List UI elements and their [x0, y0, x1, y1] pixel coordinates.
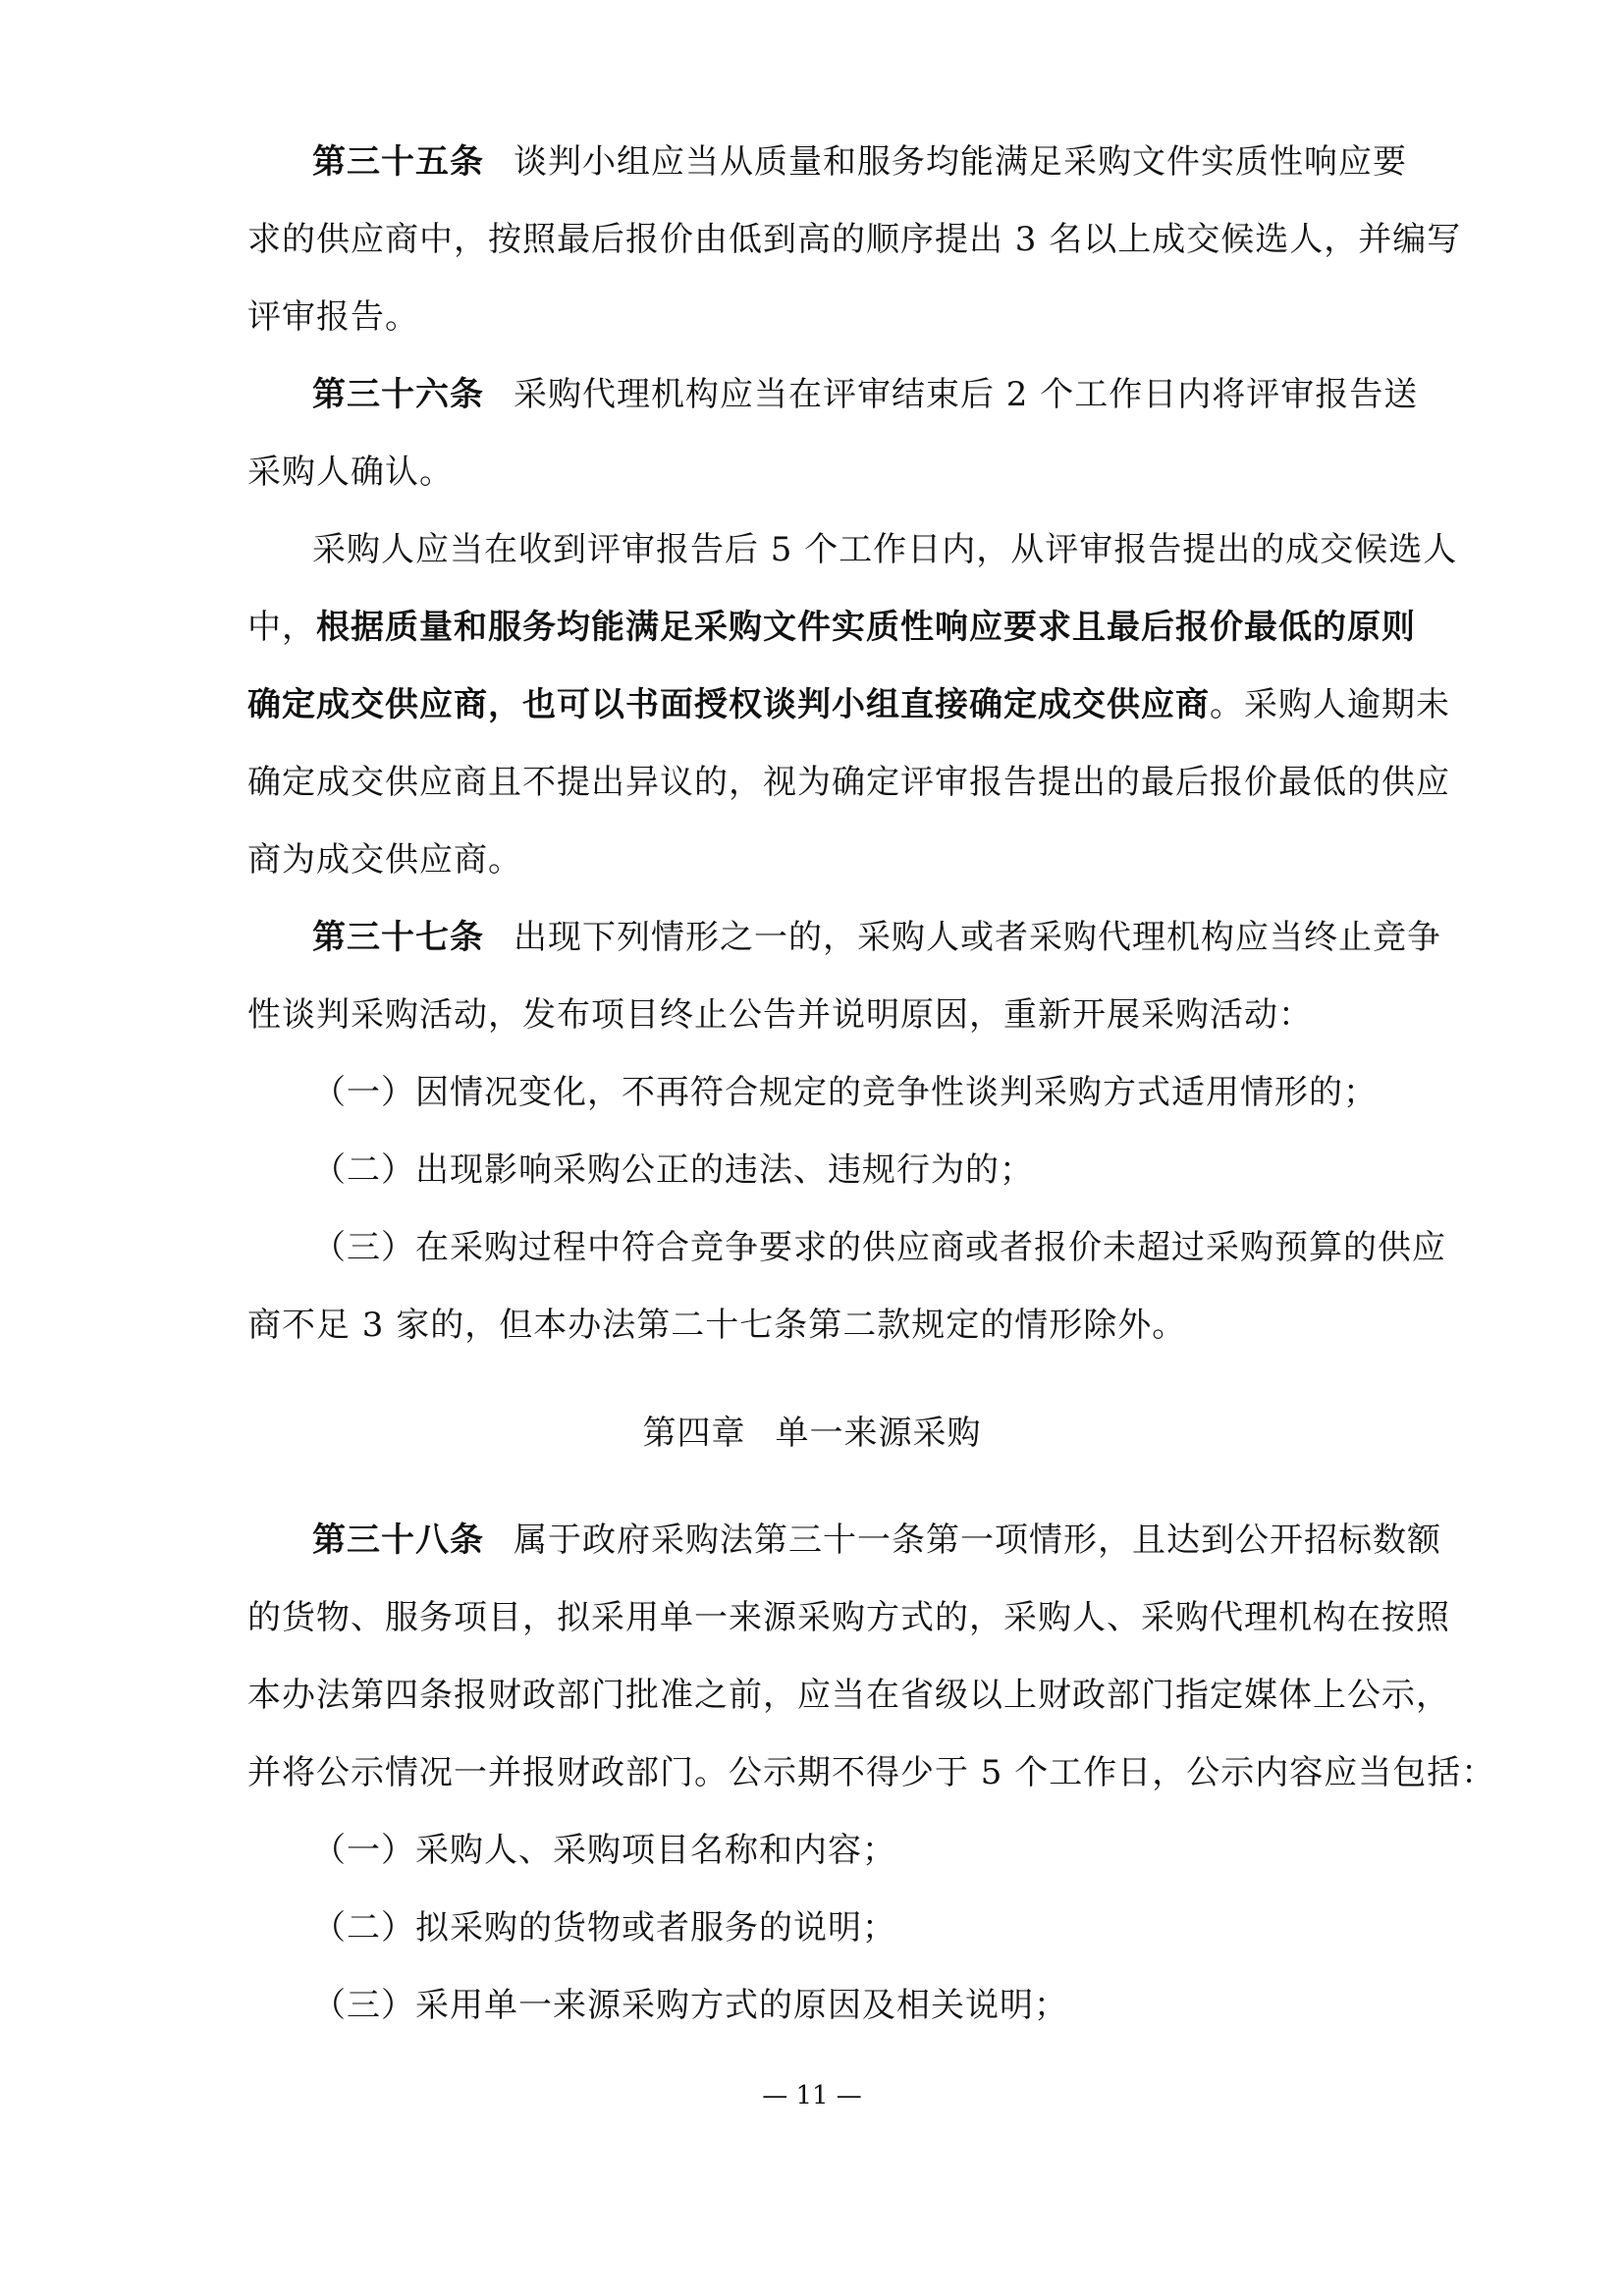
article-37-item-3-line-2: 商不足 3 家的，但本办法第二十七条第二款规定的情形除外。	[247, 1306, 1187, 1345]
article-35-text: 谈判小组应当从质量和服务均能满足采购文件实质性响应要	[514, 142, 1407, 182]
article-36-para2-line-3	[247, 685, 1450, 724]
article-35-heading: 第三十五条	[312, 142, 484, 182]
chapter-title: 单一来源采购	[775, 1414, 982, 1453]
article-36-text: 采购代理机构应当在评审结束后 2 个工作日内将评审报告送	[514, 375, 1419, 414]
article-37-line-1	[312, 918, 1441, 957]
article-36-line-1	[312, 375, 1418, 414]
article-37-item-3-line-1: （三）在采购过程中符合竞争要求的供应商或者报价未超过采购预算的供应	[312, 1228, 1446, 1267]
article-38-line-4: 并将公示情况一并报财政部门。公示期不得少于 5 个工作日，公示内容应当包括：	[247, 1753, 1496, 1792]
article-36-para2-suffix: 。采购人逾期未	[1210, 685, 1450, 724]
article-37-line-2: 性谈判采购活动，发布项目终止公告并说明原因，重新开展采购活动：	[247, 995, 1313, 1035]
article-38-heading: 第三十八条	[312, 1521, 484, 1560]
article-38-line-1	[312, 1521, 1441, 1560]
article-38-line-2: 的货物、服务项目，拟采用单一来源采购方式的，采购人、采购代理机构在按照	[247, 1598, 1450, 1637]
article-36-bold-text-2: 确定成交供应商，也可以书面授权谈判小组直接确定成交供应商	[247, 685, 1210, 724]
article-38-item-1: （一）采购人、采购项目名称和内容；	[312, 1831, 896, 1870]
chapter-heading	[0, 1414, 1624, 1453]
article-36-para2-line-2	[247, 608, 1416, 647]
page-number: — 11 —	[762, 2081, 862, 2110]
article-36-para2-line-1: 采购人应当在收到评审报告后 5 个工作日内，从评审报告提出的成交候选人	[312, 530, 1458, 569]
article-35-line-2: 求的供应商中，按照最后报价由低到高的顺序提出 3 名以上成交候选人，并编写	[247, 220, 1462, 259]
article-37-text: 出现下列情形之一的，采购人或者采购代理机构应当终止竞争	[514, 918, 1441, 957]
article-38-text: 属于政府采购法第三十一条第一项情形，且达到公开招标数额	[514, 1521, 1441, 1560]
article-36-para2-line-5: 商为成交供应商。	[247, 840, 522, 880]
article-36-para2-prefix: 中，	[247, 608, 316, 647]
article-37-item-2: （二）出现影响采购公正的违法、违规行为的；	[312, 1150, 1034, 1190]
article-36-para2-line-4: 确定成交供应商且不提出异议的，视为确定评审报告提出的最后报价最低的供应	[247, 763, 1450, 802]
article-35-line-3: 评审报告。	[247, 297, 419, 337]
article-38-item-3: （三）采用单一来源采购方式的原因及相关说明；	[312, 1986, 1068, 2025]
article-36-line-2: 采购人确认。	[247, 453, 454, 492]
article-37-heading: 第三十七条	[312, 918, 484, 957]
article-38-line-3: 本办法第四条报财政部门批准之前，应当在省级以上财政部门指定媒体上公示，	[247, 1676, 1450, 1715]
article-37-item-1: （一）因情况变化，不再符合规定的竞争性谈判采购方式适用情形的；	[312, 1073, 1378, 1112]
article-35-line-1	[312, 142, 1407, 182]
article-36-heading: 第三十六条	[312, 375, 484, 414]
article-36-bold-text-1: 根据质量和服务均能满足采购文件实质性响应要求且最后报价最低的原则	[316, 608, 1416, 647]
chapter-number: 第四章	[642, 1414, 746, 1453]
article-38-item-2: （二）拟采购的货物或者服务的说明；	[312, 1908, 896, 1948]
